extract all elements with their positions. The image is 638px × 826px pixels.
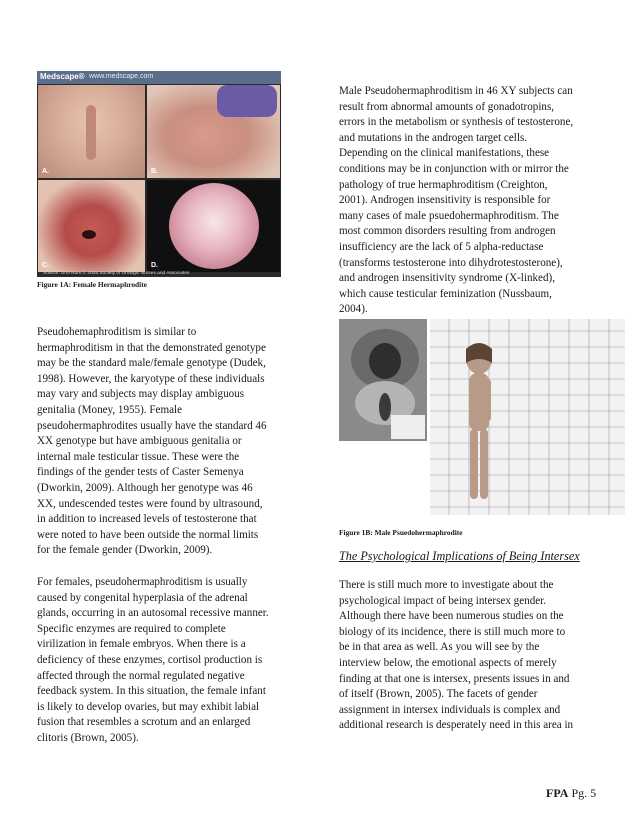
figure-1a-header-bar — [37, 71, 281, 84]
section-heading: The Psychological Implications of Being Intersex — [339, 549, 580, 563]
medscape-url: www.medscape.com — [89, 73, 154, 80]
figure-1a-panel-a — [38, 85, 145, 178]
footer-label: FPA — [546, 786, 569, 800]
panel-label-b: B. — [151, 168, 158, 175]
psychological-impact-paragraph: There is still much more to investigate about the psychological impact of being intersex gender. Although there have been numerous studies on the biology of its incidence, there is still much more to be in that area as well. As you will see by the interview below, the emotional aspects of merely finding at that one is intersex, presents issues in and of itself (Brown, 2005). The facets of gender assignment in intersex individuals is complex and additional research is desperately need in this area in — [339, 579, 574, 732]
figure-1b-caption: Figure 1B: Male Psuedohermaphrodite — [339, 528, 463, 537]
figure-1a-panel-b — [147, 85, 280, 178]
panel-label-c: C. — [42, 262, 49, 269]
pseudohermaphroditism-paragraph: Pseudohemaphroditism is similar to hermaphroditism in that the demonstrated genotype may be the standard male/female genotype (Dudek, 1998). However, the karyotype of these individuals may vary and subjects may display ambiguous genitalia (Money, 1955). Female pseudohermaphrodites usually have the standard 46 XX genotype but have ambiguous genitalia or internal male testicular tissue. These were the findings of the gender tests of Caster Semenya (Dworkin, 2009). Although her genotype was 46 XX, undescended testes were found by ultrasound, in addition to increased levels of testosterone that were noted to have been outside the normal limits for the female gender (Dworkin, 2009). — [37, 326, 267, 557]
medscape-logo: Medscape® — [40, 72, 85, 81]
page-footer — [546, 786, 596, 801]
panel-label-a: A. — [42, 168, 49, 175]
figure-1a-panel-d — [147, 180, 280, 272]
page-number: Pg. 5 — [571, 786, 597, 800]
figure-1a-source: Source: Urol Nurs © 2005 Society of Urologic Nurses and Associates — [43, 271, 190, 276]
female-pseudohermaphroditism-paragraph: For females, pseudohermaphroditism is usually caused by congenital hyperplasia of the adrenal glands, occurring in an autosomal recessive manner. Specific enzymes are required to complete virilization in female embryos. When there is a deficiency of these enzymes, cortisol production is affected through the normal regulated negative feedback system. In this situation, the female infant is likely to develop ovaries, but may exhibit labial fusion that resembles a scrotum and an enlarged clitoris (Brown, 2005). — [37, 576, 269, 744]
figure-1b-image — [339, 319, 625, 515]
panel-label-d: D. — [151, 262, 158, 269]
male-pseudohermaphroditism-paragraph: Male Pseudohermaphroditism in 46 XY subjects can result from abnormal amounts of gonadotropins, errors in the metabolism or synthesis of testosterone, and mutations in the androgen target cells. Depending on the clinical manifestations, these conditions may be in conjunction with or mirror the pathology of true hermaphroditism (Creighton, 2001). Androgen insensitivity is responsible for many cases of male psuedohermaphroditism. The most common disorders resulting from androgen insufficiency are the lack of 5 alpha-reductase (transforms testosterone into dihydrotestosterone), and androgen insensitivity syndrome (X-linked), which cause testicular feminization (Nussbaum, 2004). — [339, 85, 574, 316]
figure-1a-image — [37, 71, 281, 277]
figure-1a-panel-c — [38, 180, 145, 272]
figure-1a-caption: Figure 1A: Female Hermaphrodite — [37, 280, 147, 289]
